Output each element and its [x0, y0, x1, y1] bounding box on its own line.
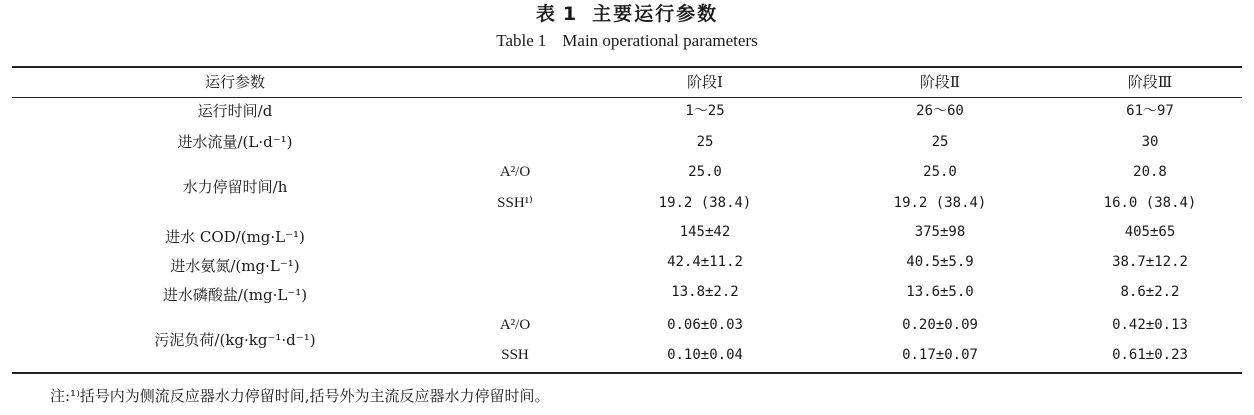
row-param: 进水 COD/(mg·L⁻¹) [165, 228, 305, 246]
row-stage-1-value: 1～25 [685, 103, 725, 119]
row-stage-2-value: 19.2 (38.4) [893, 195, 987, 211]
row-stage-3-value: 8.6±2.2 [1120, 284, 1180, 300]
header-stage-3: 阶段Ⅲ [1127, 73, 1173, 91]
row-sub-label: A²/O [499, 164, 531, 180]
row-stage-3-value: 20.8 [1133, 164, 1167, 180]
row-stage-1-value: 25.0 [688, 164, 722, 180]
row-stage-3-value: 38.7±12.2 [1112, 254, 1188, 270]
row-stage-2-value: 13.6±5.0 [906, 284, 974, 300]
row-stage-1-value: 19.2 (38.4) [658, 195, 752, 211]
row-stage-2-value: 40.5±5.9 [906, 254, 974, 270]
table-title-text-cn: 主要运行参数 [592, 3, 719, 25]
header-param: 运行参数 [204, 73, 265, 91]
row-stage-2-value: 25 [931, 134, 949, 150]
row-stage-1-value: 0.10±0.04 [667, 347, 743, 363]
table-title-cn [0, 2, 1254, 26]
table-title-en [0, 30, 1254, 52]
row-stage-2-value: 0.17±0.07 [902, 347, 978, 363]
row-stage-2-value: 25.0 [923, 164, 957, 180]
row-stage-1-value: 42.4±11.2 [667, 254, 743, 270]
table-number-cn: 1 [562, 3, 579, 25]
table-footnote: 注:¹⁾括号内为侧流反应器水力停留时间,括号外为主流反应器水力停留时间。 [50, 387, 550, 405]
row-param: 进水流量/(L·d⁻¹) [177, 133, 293, 151]
row-sub-label: A²/O [499, 317, 531, 333]
row-param: 运行时间/d [197, 102, 273, 120]
row-stage-2-value: 375±98 [914, 224, 966, 240]
row-stage-3-value: 30 [1141, 134, 1159, 150]
row-param: 水力停留时间/h [182, 178, 288, 196]
row-sub-label: SSH¹⁾ [497, 195, 533, 211]
row-stage-3-value: 61～97 [1126, 103, 1174, 119]
row-param: 进水磷酸盐/(mg·L⁻¹) [162, 286, 308, 304]
table-label-cn: 表 [535, 3, 557, 25]
table-bottom-rule [12, 372, 1242, 374]
table-title-text-en: Main operational parameters [562, 31, 758, 50]
row-stage-2-value: 26～60 [916, 103, 964, 119]
table-number-en: 1 [537, 31, 547, 50]
row-stage-3-value: 0.42±0.13 [1112, 317, 1188, 333]
row-stage-3-value: 405±65 [1124, 224, 1176, 240]
table-label-en: Table [496, 31, 534, 50]
row-param: 污泥负荷/(kg·kg⁻¹·d⁻¹) [154, 331, 316, 349]
header-stage-2: 阶段Ⅱ [919, 73, 961, 91]
row-stage-1-value: 13.8±2.2 [671, 284, 739, 300]
row-stage-1-value: 145±42 [679, 224, 731, 240]
row-param: 进水氨氮/(mg·L⁻¹) [170, 257, 300, 275]
row-stage-1-value: 0.06±0.03 [667, 317, 743, 333]
row-stage-3-value: 0.61±0.23 [1112, 347, 1188, 363]
row-stage-2-value: 0.20±0.09 [902, 317, 978, 333]
row-stage-1-value: 25 [696, 134, 714, 150]
row-sub-label: SSH [501, 347, 529, 363]
row-stage-3-value: 16.0 (38.4) [1103, 195, 1197, 211]
header-stage-1: 阶段Ⅰ [687, 73, 723, 91]
